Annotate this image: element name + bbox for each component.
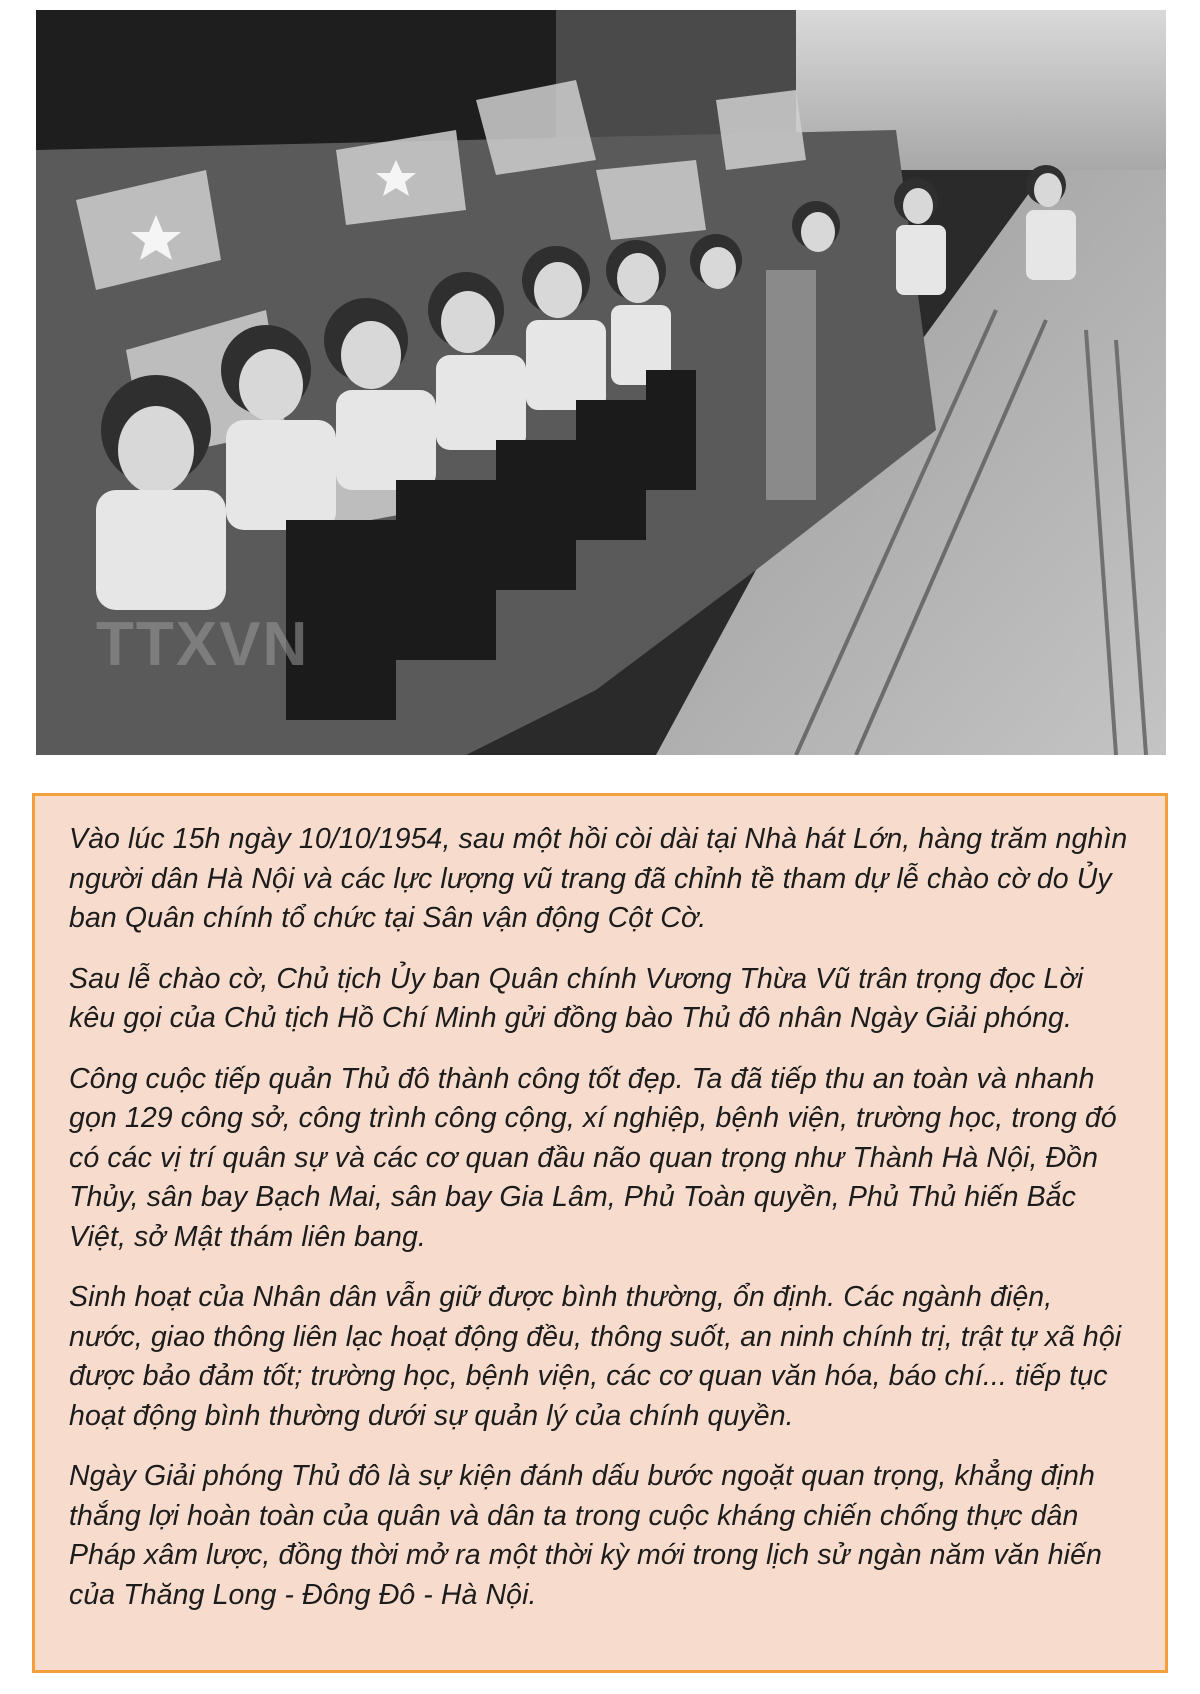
- archival-photo: [36, 10, 1166, 755]
- article-text-box: [32, 793, 1168, 1673]
- paragraph-appeal-reading: Sau lễ chào cờ, Chủ tịch Ủy ban Quân chính Vương Thừa Vũ trân trọng đọc Lời kêu gọi của Chủ tịch Hồ Chí Minh gửi đồng bào Thủ đô nhân Ngày Giải phóng.: [69, 962, 1084, 1034]
- photo-watermark: TTXVN: [96, 610, 310, 679]
- photo-illustration: [36, 10, 1166, 755]
- paragraph-takeover: Công cuộc tiếp quản Thủ đô thành công tốt đẹp. Ta đã tiếp thu an toàn và nhanh gọn 129 công sở, công trình công cộng, xí nghiệp, bệnh viện, trường học, trong đó có các vị trí quân sự và các cơ quan đầu não quan trọng như Thành Hà Nội, Đồn Thủy, sân bay Bạch Mai, sân bay Gia Lâm, Phủ Toàn quyền, Phủ Thủ hiến Bắc Việt, sở Mật thám liên bang.: [69, 1062, 1117, 1253]
- paragraph-flag-ceremony: Vào lúc 15h ngày 10/10/1954, sau một hồi còi dài tại Nhà hát Lớn, hàng trăm nghìn người dân Hà Nội và các lực lượng vũ trang đã chỉnh tề tham dự lễ chào cờ do Ủy ban Quân chính tổ chức tại Sân vận động Cột Cờ.: [69, 823, 1128, 934]
- paragraph-daily-life: Sinh hoạt của Nhân dân vẫn giữ được bình thường, ổn định. Các ngành điện, nước, giao thông liên lạc hoạt động đều, thông suốt, an ninh chính trị, trật tự xã hội được bảo đảm tốt; trường học, bệnh viện, các cơ quan văn hóa, báo chí... tiếp tục hoạt động bình thường dưới sự quản lý của chính quyền.: [69, 1281, 1122, 1432]
- paragraph-significance: Ngày Giải phóng Thủ đô là sự kiện đánh dấu bước ngoặt quan trọng, khẳng định thắng lợi hoàn toàn của quân và dân ta trong cuộc kháng chiến chống thực dân Pháp xâm lược, đồng thời mở ra một thời kỳ mới trong lịch sử ngàn năm văn hiến của Thăng Long - Đông Đô - Hà Nội.: [69, 1460, 1102, 1611]
